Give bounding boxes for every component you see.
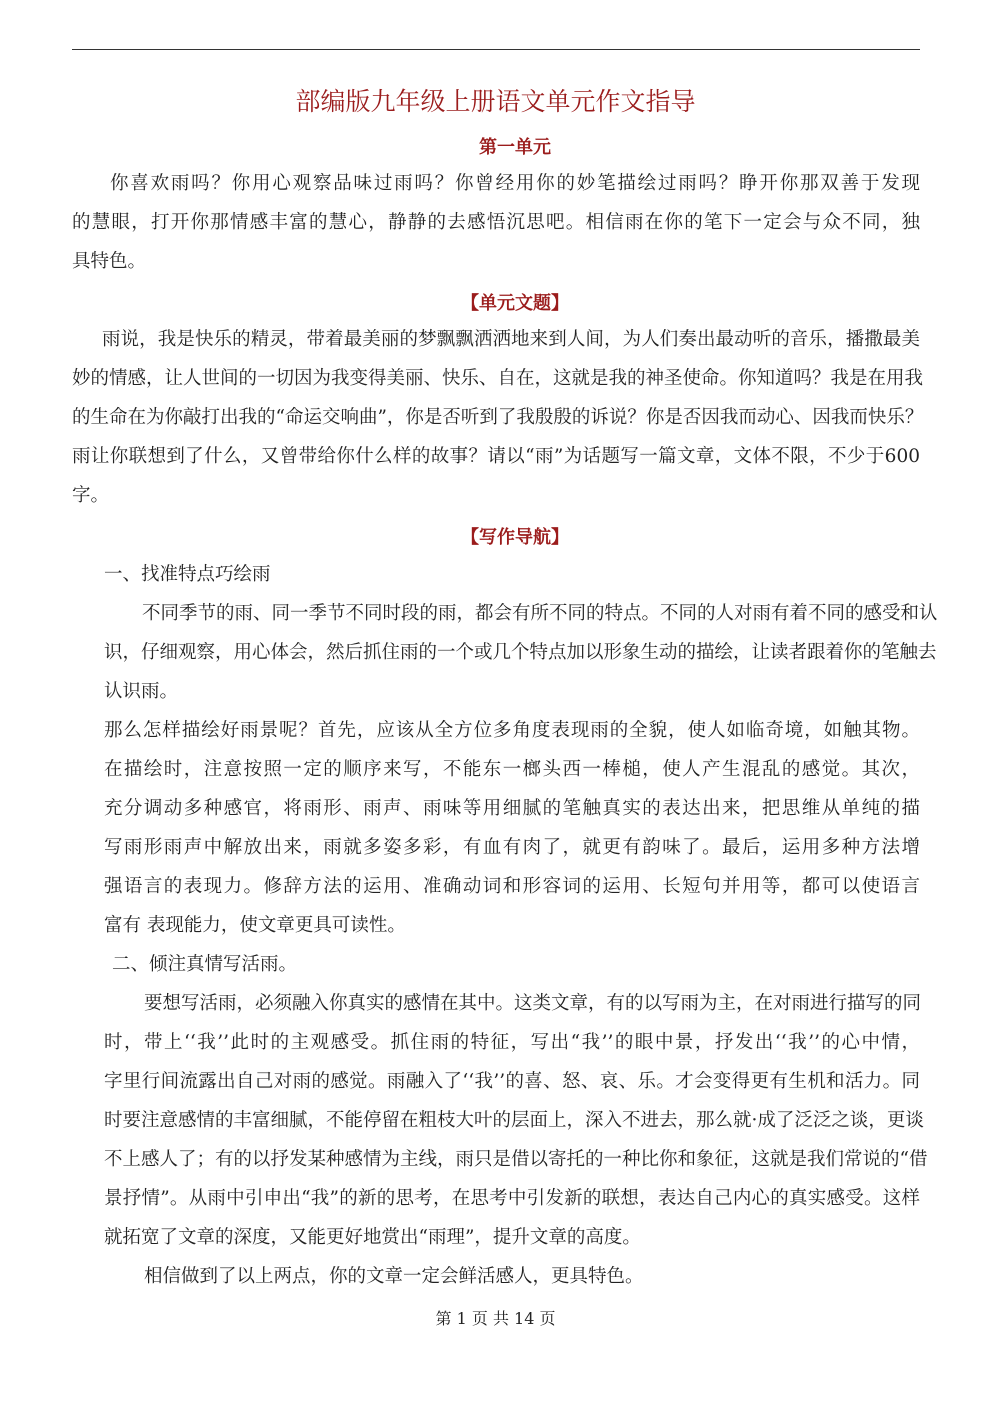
topic-paragraph — [72, 320, 924, 515]
text-line: 妙的情感，让人世间的一切因为我变得美丽、快乐、自在，这就是我的神圣使命。你知道吗？我是在用我 — [72, 368, 924, 389]
text-line: 不上感人了；有的以抒发某种感情为主线，雨只是借以寄托的一种比你和象征，这就是我们常说的“借 — [104, 1149, 928, 1170]
section2-paragraph-2 — [104, 1257, 920, 1296]
section2-paragraph-1 — [104, 984, 928, 1257]
text-line: 字里行间流露出自己对雨的感觉。雨融入了‘‘我’’的喜、怒、哀、乐。才会变得更有生机和活力。同 — [104, 1071, 920, 1092]
text-line: 不同季节的雨、同一季节不同时段的雨，都会有所不同的特点。不同的人对雨有着不同的感受和认 — [142, 603, 938, 624]
text-line: 就拓宽了文章的深度，又能更好地赏出“雨理”，提升文章的高度。 — [104, 1227, 641, 1248]
text-line: 识，仔细观察，用心体会，然后抓住雨的一个或几个特点加以形象生动的描绘，让读者跟着你的笔触去 — [104, 642, 937, 663]
text-line: 写雨形雨声中解放出来，雨就多姿多彩，有血有肉了，就更有韵味了。最后，运用多种方法增 — [104, 837, 920, 858]
text-line: 的慧眼，打开你那情感丰富的慧心，静静的去感悟沉思吧。相信雨在你的笔下一定会与众不同，独 — [72, 212, 920, 233]
text-line: 景抒情”。从雨中引申出“我”的新的思考，在思考中引发新的联想，表达自己内心的真实感受。这样 — [104, 1188, 920, 1209]
document-title: 部编版九年级上册语文单元作文指导 — [295, 87, 696, 116]
text-line: 那么怎样描绘好雨景呢？首先，应该从全方位多角度表现雨的全貌，使人如临奇境，如触其物。 — [104, 720, 920, 741]
section1-paragraph-1 — [104, 594, 938, 711]
text-line: 具特色。 — [72, 251, 147, 272]
unit-heading: 第一单元 — [479, 137, 551, 158]
text-line: 认识雨。 — [104, 681, 179, 702]
text-line: 在描绘时，注意按照一定的顺序来写，不能东一榔头西一棒槌，使人产生混乱的感觉。其次， — [104, 759, 920, 780]
text-line: 富有 表现能力，使文章更具可读性。 — [104, 915, 406, 936]
intro-paragraph — [72, 164, 920, 281]
section1-paragraph-2 — [104, 711, 920, 945]
text-line: 时要注意感情的丰富细腻，不能停留在粗枝大叶的层面上，深入不进去，那么就·成了泛泛之谈，更谈 — [104, 1110, 924, 1131]
topic-heading: 【单元文题】 — [461, 293, 569, 314]
section2-title: 二、倾注真情写活雨。 — [112, 954, 298, 975]
text-line: 强语言的表现力。修辞方法的运用、准确动词和形容词的运用、长短句并用等，都可以使语言 — [104, 876, 920, 897]
text-line: 的生命在为你敲打出我的“命运交响曲”，你是否听到了我殷殷的诉说？你是否因我而动心、因我而快乐？ — [72, 407, 924, 428]
text-line: 要想写活雨，必须融入你真实的感情在其中。这类文章，有的以写雨为主，在对雨进行描写的同 — [144, 993, 922, 1014]
text-line: 字。 — [72, 485, 110, 506]
text-line: 时，带上‘‘我’’此时的主观感受。抓住雨的特征，写出“我’’的眼中景，抒发出‘‘我’’的心中情， — [104, 1032, 920, 1053]
section1-title: 一、找准特点巧绘雨 — [104, 564, 271, 585]
page-footer: 第 1 页 共 14 页 — [435, 1309, 556, 1328]
text-line: 充分调动多种感官，将雨形、雨声、雨味等用细腻的笔触真实的表达出来，把思维从单纯的描 — [104, 798, 920, 819]
text-line: 雨让你联想到了什么，又曾带给你什么样的故事？请以“雨”为话题写一篇文章，文体不限，不少于600 — [72, 446, 920, 467]
header-rule — [72, 49, 920, 50]
guide-heading: 【写作导航】 — [461, 527, 569, 548]
text-line: 你喜欢雨吗？你用心观察品味过雨吗？你曾经用你的妙笔描绘过雨吗？睁开你那双善于发现 — [110, 173, 920, 194]
text-line: 相信做到了以上两点，你的文章一定会鲜活感人，更具特色。 — [144, 1266, 644, 1287]
text-line: 雨说，我是快乐的精灵，带着最美丽的梦飘飘洒洒地来到人间，为人们奏出最动听的音乐，播撒最美 — [102, 329, 920, 350]
